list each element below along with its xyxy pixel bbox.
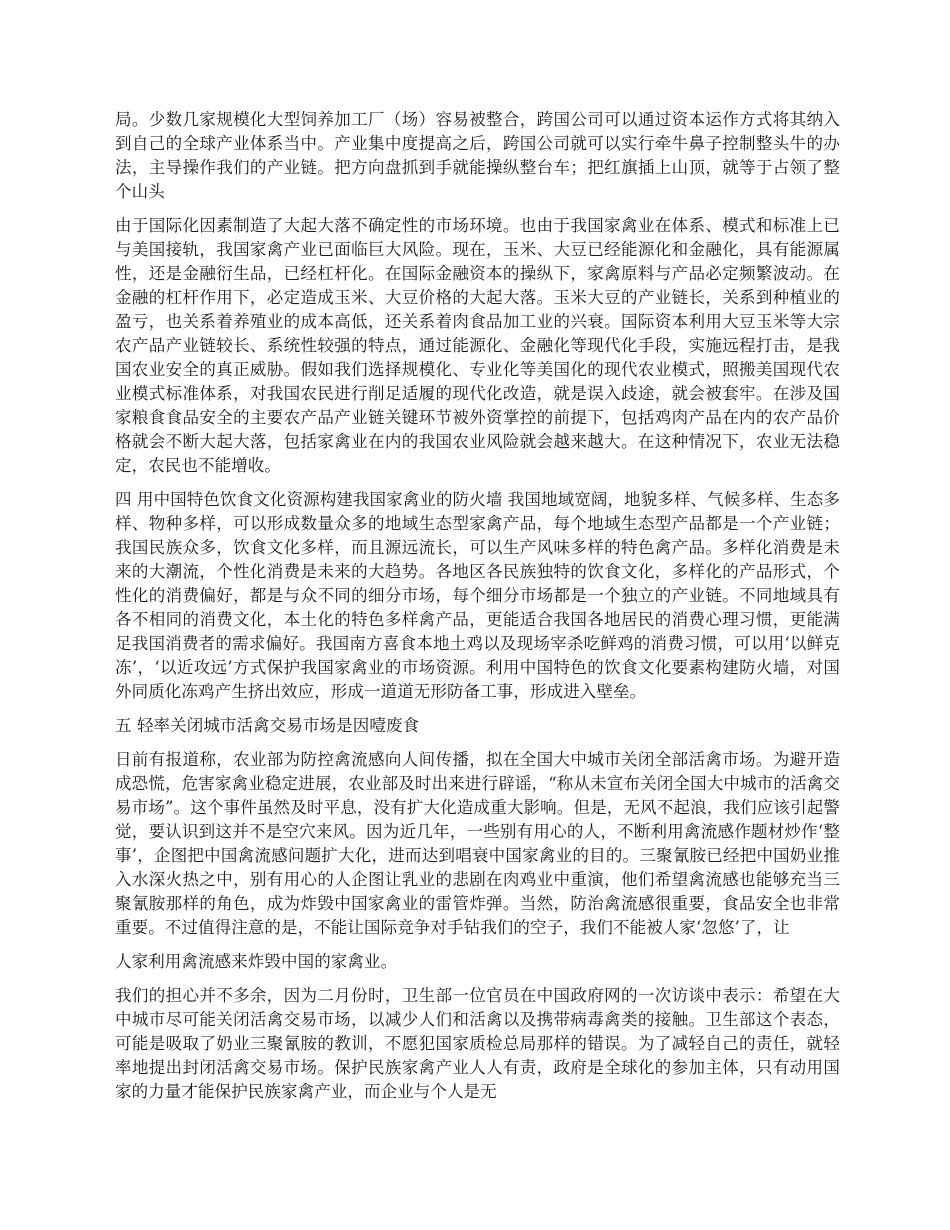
paragraph-health-ministry: 我们的担心并不多余，因为二月份时，卫生部一位官员在中国政府网的一次访谈中表示：希望在大中城市尽可能关闭活禽交易市场，以减少人们和活禽以及携带病毒禽类的接触。卫生部这个表态，可能是吸取了奶业三聚氰胺的教训，不愿犯国家质检总局那样的错误。为了减轻自己的责任，就轻率地提出封闭活禽交易市场。保护民族家禽产业人人有责，政府是全球化的参加主体，只有动用国家的力量才能保护民族家禽产业，而企业与个人是无 (115, 986, 840, 1101)
section-five-heading: 五 轻率关闭城市活禽交易市场是因噎废食 (115, 716, 420, 735)
paragraph-consolidation: 局。少数几家规模化大型饲养加工厂（场）容易被整合，跨国公司可以通过资本运作方式将其纳入到自己的全球产业体系当中。产业集中度提高之后，跨国公司就可以实行牵牛鼻子控制整头牛的办法，主导操作我们的产业链。把方向盘抓到手就能操纵整台车；把红旗插上山顶，就等于占领了整个山头 (115, 110, 840, 201)
paragraph-continuation: 人家利用禽流感来炸毁中国的家禽业。 (115, 952, 398, 971)
document-body (115, 108, 840, 1114)
paragraph-market-risk: 由于国际化因素制造了大起大落不确定性的市场环境。也由于我国家禽业在体系、模式和标准上已与美国接轨，我国家禽产业已面临巨大风险。现在，玉米、大豆已经能源化和金融化，具有能源属性，还是金融衍生品，已经杠杆化。在国际金融资本的操纵下，家禽原料与产品必定频繁波动。在金融的杠杆作用下，必定造成玉米、大豆价格的大起大落。玉米大豆的产业链长，关系到种植业的盈亏，也关系着养殖业的成本高低，还关系着肉食品加工业的兴衰。国际资本利用大豆玉米等大宗农产品产业链较长、系统性较强的特点，通过能源化、金融化等现代化手段，实施远程打击，是我国农业安全的真正威胁。假如我们选择规模化、专业化等美国化的现代农业模式，照搬美国现代农业模式标准体系，对我国农民进行削足适履的现代化改造，就是误入歧途，就会被套牢。在涉及国家粮食食品安全的主要农产品产业链关键环节被外资掌控的前提下，包括鸡肉产品在内的农产品价格就会不断大起大落，包括家禽业在内的我国农业风险就会越来越大。在这种情况下，农业无法稳定，农民也不能增收。 (115, 216, 840, 475)
paragraph-section-four: 四 用中国特色饮食文化资源构建我国家禽业的防火墙 我国地域宽阔，地貌多样、气候多样、生态多样、物种多样，可以形成数量众多的地域生态型家禽产品，每个地域生态型产品都是一个产业链；我国民族众多，饮食文化多样，而且源远流长，可以生产风味多样的特色禽产品。多样化消费是未来的大潮流，个性化消费是未来的大趋势。各地区各民族独特的饮食文化，多样化的产品形式，个性化的消费偏好，都是与众不同的细分市场，每个细分市场都是一个独立的产业链。不同地域具有各不相同的消费文化，本土化的特色多样禽产品，更能适合我国各地居民的消费心理习惯，更能满足我国消费者的需求偏好。我国南方喜食本地土鸡以及现场宰杀吃鲜鸡的消费习惯，可以用‘以鲜克冻’，‘以近攻远’方式保护我国家禽业的市场资源。利用中国特色的饮食文化要素构建防火墙，对国外同质化冻鸡产生挤出效应，形成一道道无形防备工事，形成进入壁垒。 (115, 490, 840, 701)
paragraph-live-poultry-report: 日前有报道称，农业部为防控禽流感向人间传播，拟在全国大中城市关闭全部活禽市场。为避开造成恐慌，危害家禽业稳定进展，农业部及时出来进行辟谣，“称从未宣布关闭全国大中城市的活禽交易市场”。这个事件虽然及时平息，没有扩大化造成重大影响。但是，无风不起浪，我们应该引起警觉，要认识到这并不是空穴来风。因为近几年，一些别有用心的人，不断利用禽流感作题材炒作‘整事’，企图把中国禽流感问题扩大化，进而达到唱衰中国家禽业的目的。三聚氰胺已经把中国奶业推入水深火热之中，别有用心的人企图让乳业的悲剧在肉鸡业中重演，他们希望禽流感也能够充当三聚氰胺那样的角色，成为炸毁中国家禽业的雷管炸弹。当然，防治禽流感很重要，食品安全也非常重要。不过值得注意的是，不能让国际竞争对手钻我们的空子，我们不能被人家‘忽悠’了，让 (115, 750, 840, 937)
